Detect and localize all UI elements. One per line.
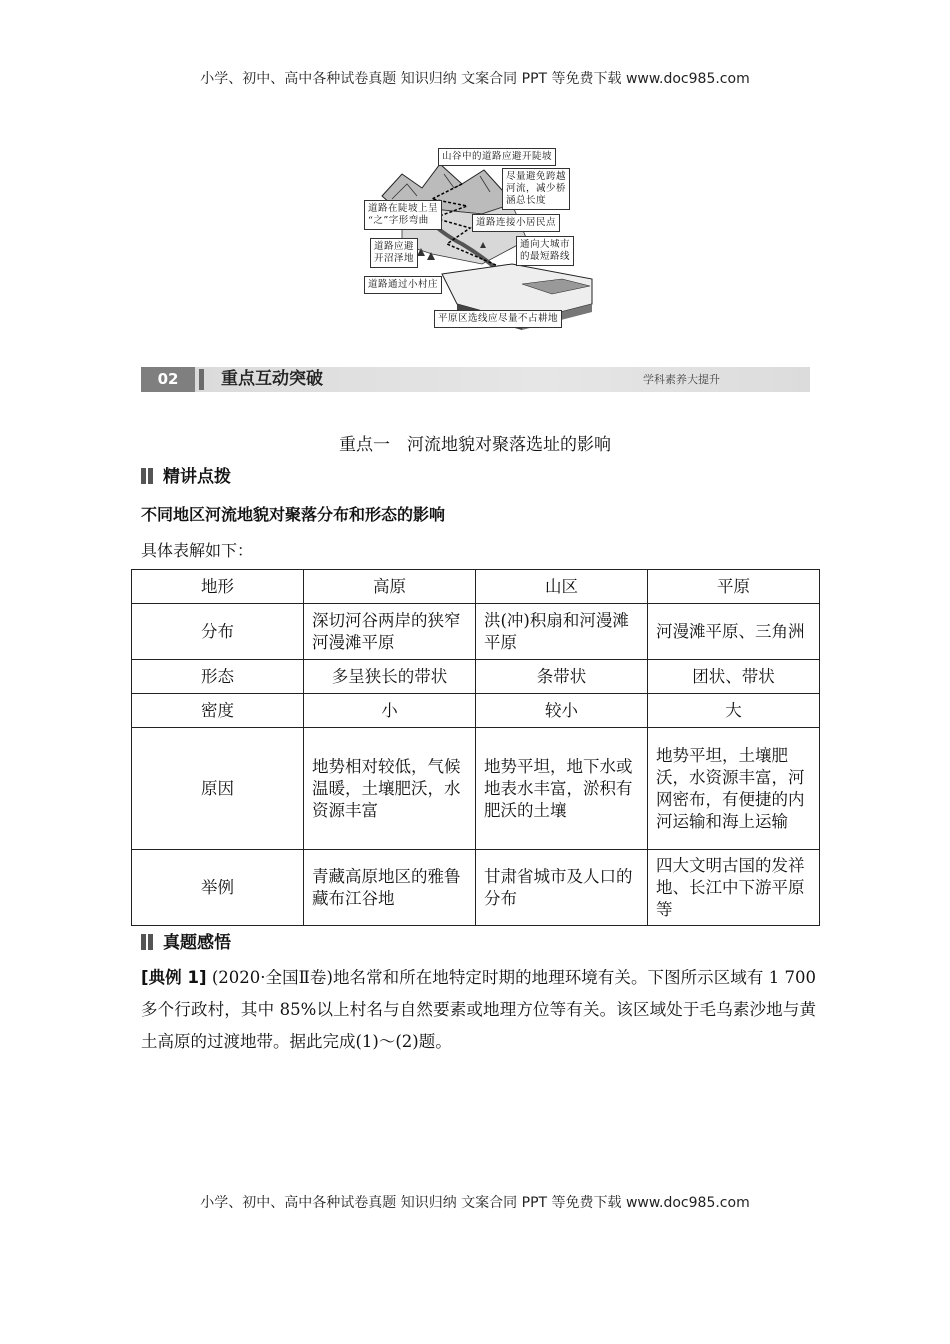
callout-shortest-route-line1: 通向大城市 xyxy=(520,239,571,250)
table-row xyxy=(132,694,820,728)
page-header: 小学、初中、高中各种试卷真题 知识归纳 文案合同 PPT 等免费下载 www.doc985.com xyxy=(200,71,750,87)
key-point-title: 重点一 河流地貌对聚落选址的影响 xyxy=(339,435,611,455)
callout-steep-slope: 山谷中的道路应避开陡坡 xyxy=(438,148,556,166)
callout-avoid-river xyxy=(502,168,570,210)
callout-shortest-route-line2: 的最短路线 xyxy=(520,251,571,262)
table-cell: 较小 xyxy=(476,694,648,728)
table-cell: 小 xyxy=(304,694,476,728)
banner-divider xyxy=(199,369,204,390)
callout-zigzag-line2: “之”字形弯曲 xyxy=(368,215,429,226)
table-cell: 团状、带状 xyxy=(648,660,820,694)
landform-settlement-table xyxy=(131,569,820,926)
example-paragraph xyxy=(141,962,816,1058)
table-intro: 具体表解如下： xyxy=(141,541,254,560)
table-row-label: 分布 xyxy=(132,604,304,660)
subhead-real-questions-label: 真题感悟 xyxy=(163,933,231,953)
table-header-cell: 平原 xyxy=(648,570,820,604)
section-banner-subtitle: 学科素养大提升 xyxy=(643,373,720,386)
example-text: (2020·全国Ⅱ卷)地名常和所在地特定时期的地理环境有关。下图所示区域有 1 700 多个行政村，其中 85%以上村名与自然要素或地理方位等有关。该区域处于毛乌素沙地与黄土高原的过渡地带。据此完成(1)～(2)题。 xyxy=(141,968,816,1051)
table-cell: 深切河谷两岸的狭窄河漫滩平原 xyxy=(304,604,476,660)
table-cell: 条带状 xyxy=(476,660,648,694)
table-cell: 地势平坦，地下水或地表水丰富，淤积有肥沃的土壤 xyxy=(476,728,648,850)
table-row-label: 原因 xyxy=(132,728,304,850)
callout-zigzag-line1: 道路在陡坡上呈 xyxy=(368,203,439,214)
example-tag: [典例 1] xyxy=(141,968,207,987)
callout-avoid-swamp-line1: 道路应避 xyxy=(374,241,415,252)
callout-avoid-swamp xyxy=(370,238,418,268)
subhead-lecture-label: 精讲点拨 xyxy=(163,467,231,487)
callout-shortest-route xyxy=(516,236,574,266)
table-header-cell: 地形 xyxy=(132,570,304,604)
page-footer: 小学、初中、高中各种试卷真题 知识归纳 文案合同 PPT 等免费下载 www.doc985.com xyxy=(200,1195,750,1211)
table-row-label: 形态 xyxy=(132,660,304,694)
topic-heading: 不同地区河流地貌对聚落分布和形态的影响 xyxy=(141,505,446,524)
subhead-real-questions xyxy=(141,928,231,955)
table-cell: 地势相对较低，气候温暖，土壤肥沃，水资源丰富 xyxy=(304,728,476,850)
callout-avoid-swamp-line2: 开沼泽地 xyxy=(374,253,415,264)
table-cell: 洪(冲)积扇和河漫滩平原 xyxy=(476,604,648,660)
section-banner xyxy=(141,367,810,392)
subhead-marker-icon xyxy=(141,934,155,955)
callout-avoid-river-line1: 尽量避免跨越 xyxy=(506,171,567,182)
table-cell: 河漫滩平原、三角洲 xyxy=(648,604,820,660)
table-cell: 青藏高原地区的雅鲁藏布江谷地 xyxy=(304,850,476,926)
subhead-lecture xyxy=(141,462,231,489)
table-cell: 大 xyxy=(648,694,820,728)
callout-small-village: 道路通过小村庄 xyxy=(364,276,442,294)
section-number: 02 xyxy=(141,367,195,392)
table-cell: 四大文明古国的发祥地、长江中下游平原等 xyxy=(648,850,820,926)
callout-small-settlement: 道路连接小居民点 xyxy=(472,214,560,232)
road-route-figure xyxy=(362,144,594,332)
table-row-label: 举例 xyxy=(132,850,304,926)
table-header-cell: 山区 xyxy=(476,570,648,604)
table-cell: 地势平坦，土壤肥沃，水资源丰富，河网密布，有便捷的内河运输和海上运输 xyxy=(648,728,820,850)
callout-farmland: 平原区选线应尽量不占耕地 xyxy=(434,310,562,328)
table-row xyxy=(132,850,820,926)
callout-avoid-river-line3: 涵总长度 xyxy=(506,195,547,206)
callout-zigzag xyxy=(364,200,442,230)
table-row xyxy=(132,660,820,694)
table-cell: 多呈狭长的带状 xyxy=(304,660,476,694)
table-row-label: 密度 xyxy=(132,694,304,728)
callout-avoid-river-line2: 河流，减少桥 xyxy=(506,183,567,194)
section-banner-title: 重点互动突破 xyxy=(221,369,323,389)
subhead-marker-icon xyxy=(141,468,155,489)
table-header-cell: 高原 xyxy=(304,570,476,604)
table-header-row xyxy=(132,570,820,604)
table-cell: 甘肃省城市及人口的分布 xyxy=(476,850,648,926)
table-row xyxy=(132,604,820,660)
table-row xyxy=(132,728,820,850)
